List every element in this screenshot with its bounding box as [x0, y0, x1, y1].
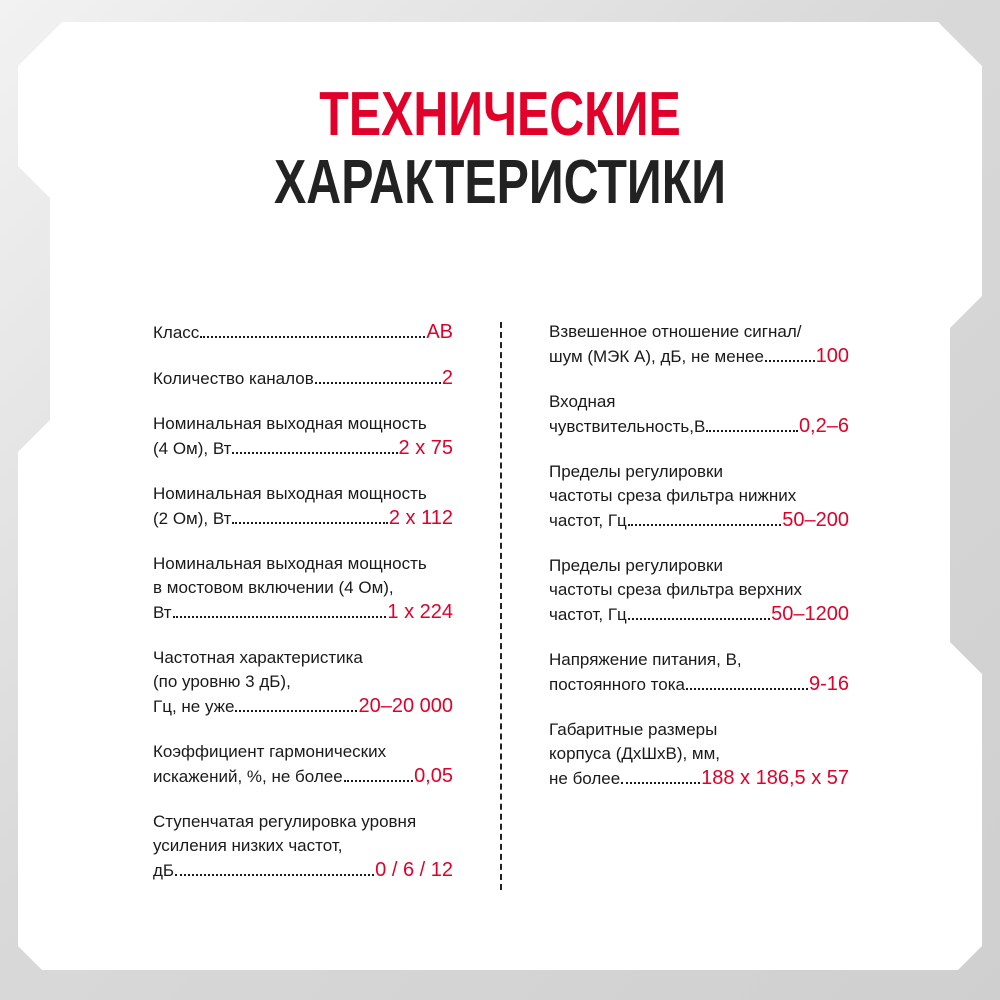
spec-value-row [153, 764, 453, 789]
page-title-line-1: ТЕХНИЧЕСКИЕ [319, 80, 681, 149]
spec-label: (4 Ом), Вт [153, 439, 232, 458]
spec-value-row [153, 436, 453, 461]
spec-value-row [549, 508, 849, 533]
spec-label-line: (по уровню 3 дБ), [153, 672, 291, 691]
spec-value: 0 / 6 / 12 [375, 859, 453, 881]
spec-value-row [549, 602, 849, 627]
spec-label-line: частоты среза фильтра нижних [549, 486, 797, 505]
spec-label: Класс [153, 323, 200, 342]
spec-value: 2 x 112 [388, 507, 453, 529]
spec-value: 188 х 186,5 х 57 [701, 767, 849, 789]
dot-leader [686, 688, 808, 690]
spec-label-line: Взвешенное отношение сигнал/ [549, 322, 802, 341]
spec-label: (2 Ом), Вт [153, 509, 232, 528]
spec-value: 20–20 000 [358, 695, 453, 717]
spec-item [549, 554, 849, 627]
spec-label-line: Коэффициент гармонических [153, 742, 387, 761]
dot-leader [315, 382, 441, 384]
spec-label-line: корпуса (ДхШхВ), мм, [549, 744, 721, 763]
spec-label-line: в мостовом включении (4 Ом), [153, 578, 394, 597]
spec-value: 50–200 [782, 509, 849, 531]
spec-label-line: Частотная характеристика [153, 648, 363, 667]
spec-label: дБ [153, 861, 175, 880]
dot-leader [628, 618, 770, 620]
spec-label-line: Номинальная выходная мощность [153, 414, 427, 433]
spec-value: 2 x 75 [398, 437, 453, 459]
spec-value-row [153, 600, 453, 625]
spec-item [549, 718, 849, 791]
spec-item [549, 460, 849, 533]
spec-label: чувствительность,В [549, 417, 706, 436]
dot-leader [232, 452, 397, 454]
dot-leader [173, 616, 387, 618]
spec-label-line: Номинальная выходная мощность [153, 484, 427, 503]
dot-leader [232, 522, 387, 524]
spec-value-row [153, 320, 453, 345]
spec-value: 2 [441, 367, 453, 389]
spec-item [153, 740, 453, 789]
dot-leader [628, 524, 781, 526]
spec-value-row [153, 366, 453, 391]
spec-item [153, 482, 453, 531]
spec-label: Количество каналов [153, 369, 314, 388]
spec-label: не более [549, 769, 621, 788]
spec-value-row [549, 344, 849, 369]
spec-value-row [153, 694, 453, 719]
spec-label-line: Входная [549, 392, 616, 411]
spec-value-row [153, 858, 453, 883]
spec-label-line: Габаритные размеры [549, 720, 718, 739]
dot-leader [765, 360, 815, 362]
spec-item [153, 366, 453, 391]
spec-item [549, 320, 849, 369]
spec-label-line: Напряжение питания, В, [549, 650, 742, 669]
spec-label: частот, Гц [549, 511, 627, 530]
spec-value: 0,05 [414, 765, 453, 787]
page-title-line-2: ХАРАКТЕРИСТИКИ [274, 148, 726, 217]
spec-label-line: частоты среза фильтра верхних [549, 580, 803, 599]
spec-label-line: Ступенчатая регулировка уровня [153, 812, 417, 831]
dot-leader [344, 780, 413, 782]
spec-item [153, 320, 453, 345]
spec-value: 9-16 [808, 673, 849, 695]
dot-leader [235, 710, 357, 712]
spec-value-row [153, 506, 453, 531]
spec-value: 0,2–6 [798, 415, 849, 437]
spec-value-row [549, 766, 849, 791]
spec-label: Гц, не уже [153, 697, 235, 716]
dot-leader [621, 782, 700, 784]
spec-value: 50–1200 [771, 603, 849, 625]
spec-item [153, 810, 453, 883]
dot-leader [200, 336, 425, 338]
spec-label-line: Пределы регулировки [549, 462, 723, 481]
spec-value-row [549, 672, 849, 697]
spec-value: 1 x 224 [387, 601, 453, 623]
spec-value-row [549, 414, 849, 439]
spec-column-right [549, 320, 849, 812]
spec-item [549, 648, 849, 697]
spec-value: 100 [815, 345, 849, 367]
spec-item [549, 390, 849, 439]
dot-leader [175, 874, 374, 876]
spec-label: частот, Гц [549, 605, 627, 624]
spec-label: постоянного тока [549, 675, 685, 694]
spec-label-line: Номинальная выходная мощность [153, 554, 427, 573]
spec-item [153, 646, 453, 719]
column-divider [500, 322, 502, 890]
spec-label-line: усиления низких частот, [153, 836, 343, 855]
spec-label: Вт [153, 603, 172, 622]
dot-leader [706, 430, 798, 432]
spec-value: AB [426, 321, 453, 343]
spec-label: шум (МЭК А), дБ, не менее [549, 347, 764, 366]
spec-label-line: Пределы регулировки [549, 556, 723, 575]
spec-column-left [153, 320, 453, 904]
spec-item [153, 552, 453, 625]
spec-item [153, 412, 453, 461]
spec-label: искажений, %, не более [153, 767, 343, 786]
